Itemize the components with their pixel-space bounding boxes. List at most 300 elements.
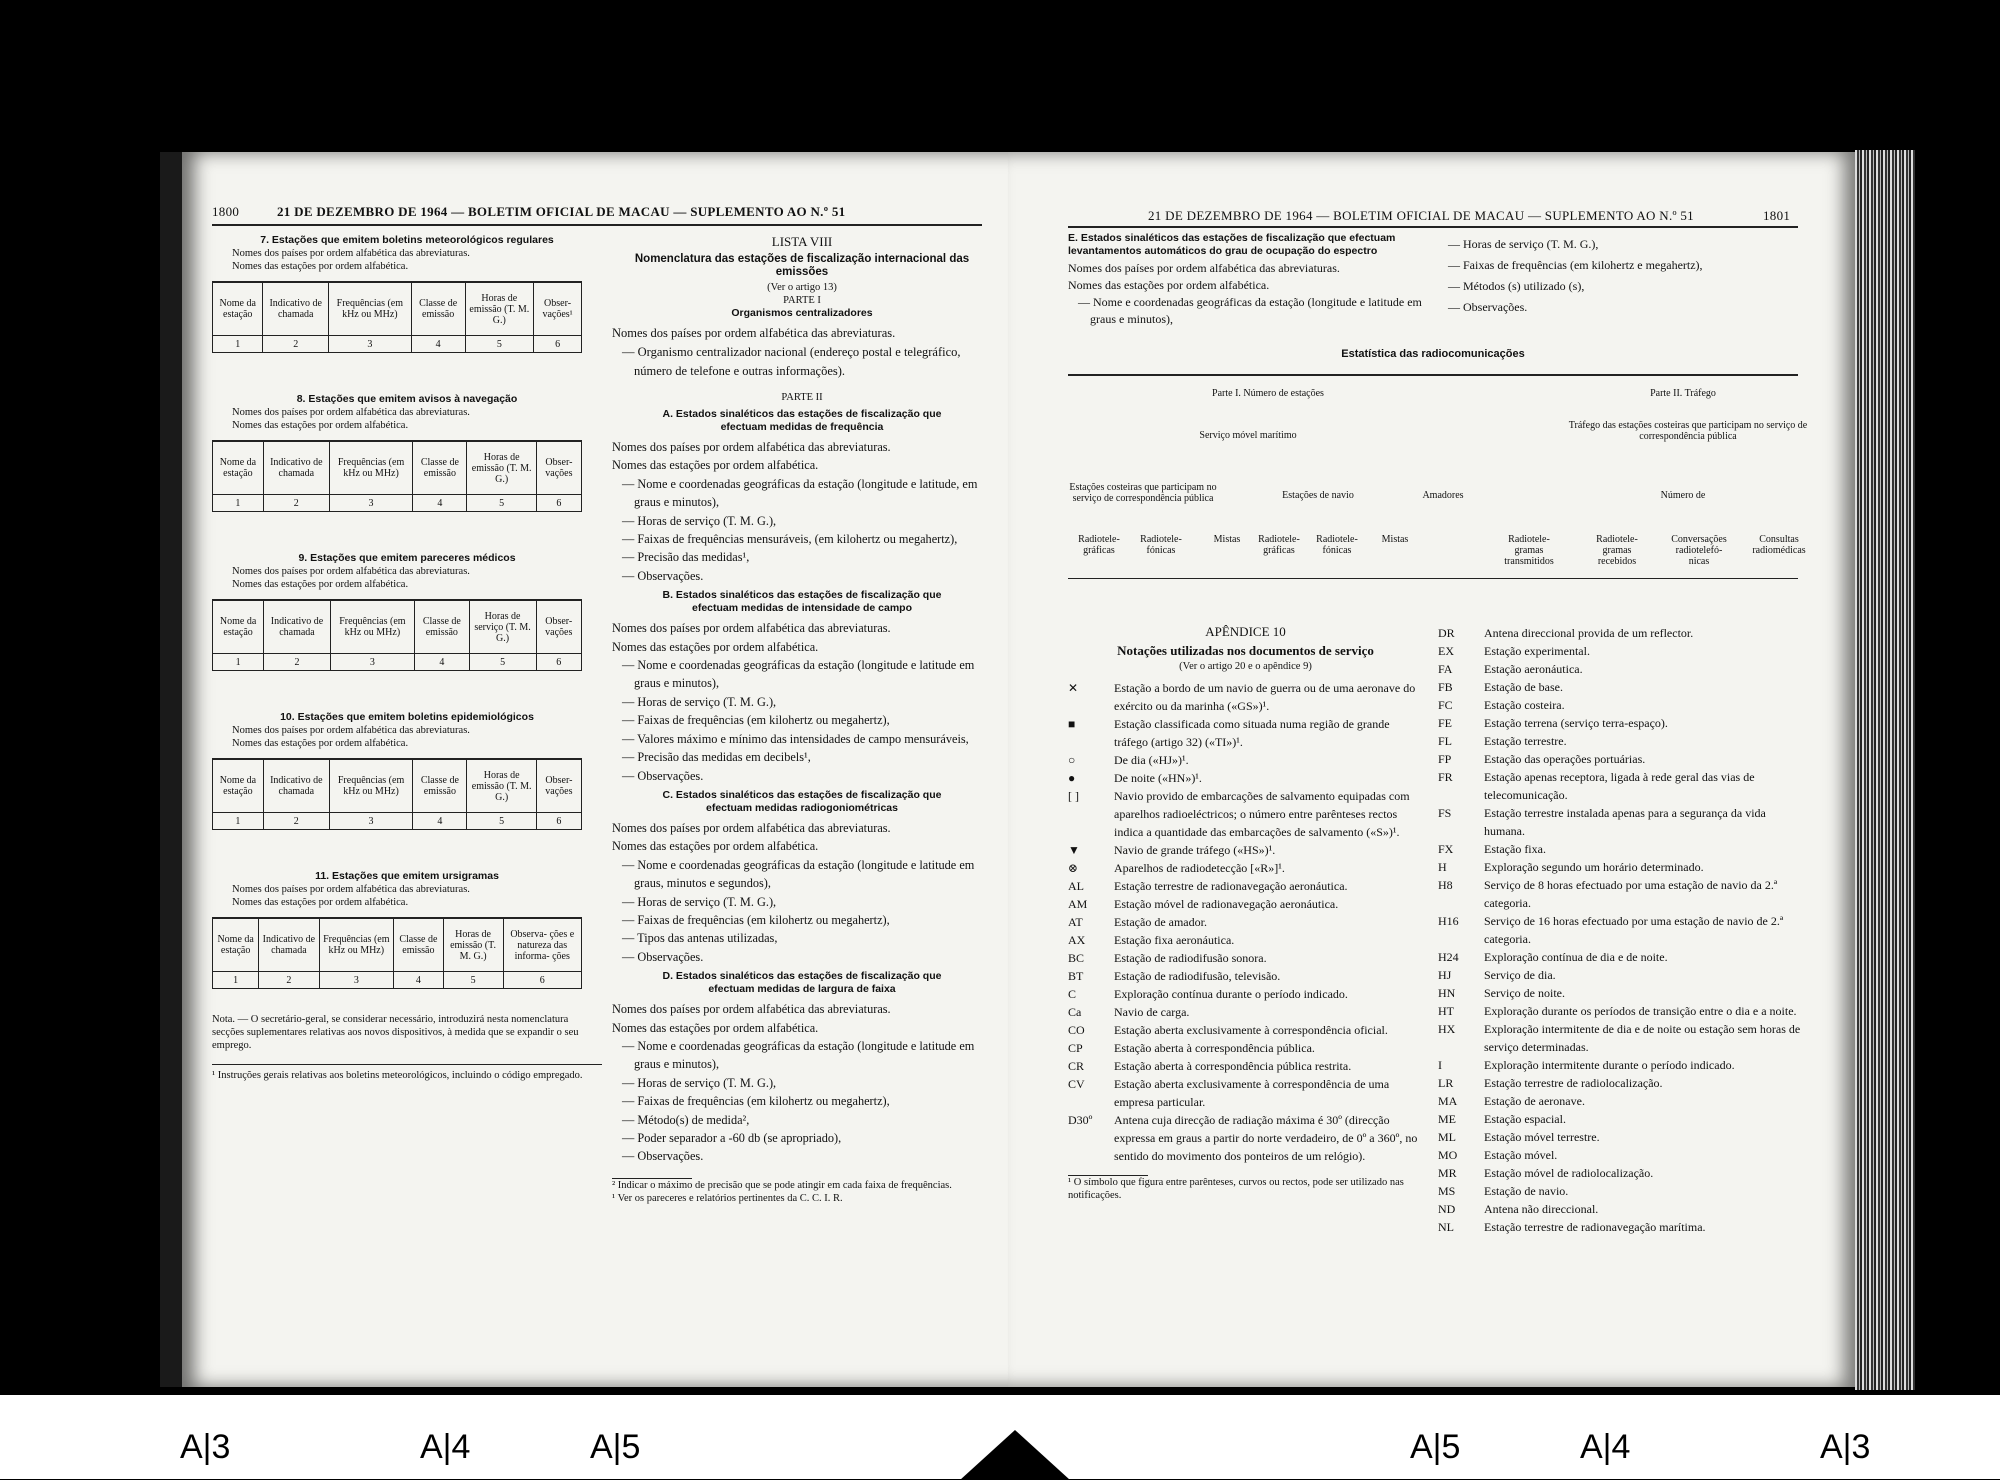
notation-text: Estação aberta exclusivamente à correspondência de uma empresa particular. [1114, 1077, 1390, 1109]
notation-text: Estação aberta à correspondência pública restrita. [1114, 1059, 1352, 1073]
lista-ref: (Ver o artigo 13) [767, 282, 837, 293]
table-header-cell: Obser- vações¹ [534, 282, 582, 336]
notation-text: Estação apenas receptora, ligada à rede geral das vias de telecomunicação. [1484, 770, 1755, 802]
notation-text: Navio de carga. [1114, 1005, 1190, 1019]
table-header-cell: Frequências (em kHz ou MHz) [330, 600, 414, 654]
notation-text: De noite («HN»)¹. [1114, 771, 1202, 785]
block-line: — Nome e coordenadas geográficas da estação (longitude e latitude, em graus e minutos), [622, 476, 978, 510]
notation-row [1438, 966, 1808, 984]
table-header-cell: Indicativo de chamada [263, 282, 329, 336]
notation-text: Serviço de 8 horas efectuado por uma estação de navio da 2.ª categoria. [1484, 878, 1778, 910]
notation-code: ME [1438, 1112, 1456, 1126]
block-line: — Precisão das medidas¹, [622, 550, 750, 565]
notation-code: FS [1438, 806, 1452, 820]
notation-code: DR [1438, 626, 1455, 640]
notation-code: ▼ [1068, 843, 1080, 857]
notation-text: Estação aberta exclusivamente à correspondência oficial. [1114, 1023, 1388, 1037]
frame-marker: A|3 [180, 1428, 231, 1466]
table-number-cell: 1 [213, 813, 264, 830]
lista-footnote: ¹ Ver os pareceres e relatórios pertinentes da C. C. I. R. [612, 1192, 843, 1204]
block-line: — Tipos das antenas utilizadas, [622, 931, 778, 946]
section-line: Nomes dos países por ordem alfabética das abreviaturas. [232, 248, 470, 259]
notation-text: Exploração segundo um horário determinado. [1484, 860, 1704, 874]
stat-movel: Serviço móvel marítimo [1199, 430, 1297, 441]
notation-text: Exploração intermitente durante o período indicado. [1484, 1058, 1735, 1072]
notation-code: Ca [1068, 1005, 1082, 1019]
notation-code: FX [1438, 842, 1454, 856]
section-line: Nomes das estações por ordem alfabética. [232, 420, 409, 431]
table-number-cell: 4 [413, 813, 467, 830]
e-line: Nomes dos países por ordem alfabética das abreviaturas. [1068, 261, 1340, 275]
block-line: Nomes dos países por ordem alfabética das abreviaturas. [612, 440, 891, 454]
notation-row [1068, 1021, 1423, 1039]
section-e-right-lines [1448, 234, 1798, 318]
table-header-cell: Frequências (em kHz ou MHz) [329, 441, 412, 495]
notation-text: Estação móvel terrestre. [1484, 1130, 1600, 1144]
section-title: 9. Estações que emitem pareceres médicos [298, 552, 516, 564]
apendice-block [1068, 622, 1423, 1202]
notation-row [1438, 1092, 1808, 1110]
notation-text: Estação terrena (serviço terra-espaço). [1484, 716, 1668, 730]
page-number-left: 1800 [212, 204, 240, 219]
notation-text: Estação aberta à correspondência pública. [1114, 1041, 1315, 1055]
notation-text: Estação fixa aeronáutica. [1114, 933, 1235, 947]
section-line: Nomes dos países por ordem alfabética das abreviaturas. [232, 884, 470, 895]
e-line: — Nome e coordenadas geográficas da estação (longitude e latitude em graus e minutos), [1078, 295, 1422, 326]
apendice-title: Notações utilizadas nos documentos de serviço [1117, 643, 1374, 658]
apendice-label: APÊNDICE 10 [1205, 624, 1286, 639]
section-title: 8. Estações que emitem avisos à navegação [296, 393, 518, 405]
notation-text: Estação costeira. [1484, 698, 1565, 712]
notation-code: NL [1438, 1220, 1454, 1234]
right-page [1008, 152, 1858, 1387]
table-number-cell: 5 [443, 972, 503, 989]
notation-text: Antena direccional provida de um reflector. [1484, 626, 1694, 640]
notation-row [1438, 1056, 1808, 1074]
block-line: — Poder separador a -60 db (se apropriado), [622, 1131, 842, 1145]
table-header-cell: Classe de emissão [411, 282, 465, 336]
stat-title: Estatística das radiocomunicações [1341, 348, 1525, 360]
notation-text: Estação de navio. [1484, 1184, 1569, 1198]
block-line: — Observações. [622, 1149, 704, 1164]
table-number-cell: 2 [263, 336, 329, 353]
block-line: Nomes das estações por ordem alfabética. [612, 1020, 819, 1035]
section-line: Nomes dos países por ordem alfabética das abreviaturas. [232, 566, 470, 577]
stat-column-header: Conversações radiotelefó- nicas [1671, 534, 1727, 567]
header-rule-right [1068, 226, 1798, 228]
table-header-cell: Nome da estação [213, 918, 259, 972]
table-number-row [213, 495, 582, 512]
stat-block [1068, 348, 1798, 361]
stat-trafego: Tráfego das estações costeiras que participam no serviço de correspondência pública [1568, 420, 1808, 442]
table-number-cell: 3 [328, 336, 411, 353]
station-table [212, 440, 582, 512]
section-title: 11. Estações que emitem ursigramas [315, 870, 499, 882]
block-line: — Faixas de frequências (em kilohertz ou megahertz), [622, 1094, 890, 1109]
notation-code: MR [1438, 1166, 1457, 1180]
lista-title: LISTA VIII [771, 234, 833, 249]
notation-row [1068, 949, 1423, 967]
header-title-right: 21 DE DEZEMBRO DE 1964 — BOLETIM OFICIAL DE MACAU — SUPLEMENTO AO N.º 51 [1148, 208, 1694, 223]
notation-code: ○ [1068, 753, 1076, 767]
notation-row [1068, 985, 1423, 1003]
frame-marker: A|5 [1410, 1428, 1461, 1466]
notation-code: ✕ [1068, 681, 1079, 695]
notation-code: BT [1068, 969, 1084, 983]
stat-column-header: Radiotele- gráficas [1258, 534, 1300, 556]
notation-row [1438, 1164, 1808, 1182]
e-line: — Observações. [1448, 300, 1528, 314]
notation-code: ● [1068, 771, 1076, 785]
stat-column-header: Mistas [1213, 534, 1241, 545]
notation-row [1068, 859, 1423, 877]
header-title-left: 21 DE DEZEMBRO DE 1964 — BOLETIM OFICIAL DE MACAU — SUPLEMENTO AO N.º 51 [277, 204, 846, 219]
table-header-cell: Obser- vações [536, 759, 581, 813]
notation-text: Serviço de 16 horas efectuado por uma estação de navio de 2.ª categoria. [1484, 914, 1784, 946]
table-header-cell: Nome da estação [213, 282, 263, 336]
station-table [212, 917, 582, 989]
notation-text: Aparelhos de radiodetecção [«R»]¹. [1114, 861, 1285, 875]
station-table [212, 281, 582, 353]
notation-row [1438, 624, 1808, 642]
table-number-cell: 6 [534, 336, 582, 353]
frame-marker: A|4 [1580, 1428, 1631, 1466]
table-header-cell: Classe de emissão [413, 759, 467, 813]
table-number-cell: 1 [213, 495, 264, 512]
table-header-cell: Horas de emissão (T. M. G.) [467, 441, 536, 495]
block-line: — Faixas de frequências (em kilohertz ou megahertz), [622, 713, 890, 728]
notation-text: Exploração durante os períodos de transição entre o dia e a noite. [1484, 1004, 1797, 1018]
notation-row [1068, 877, 1423, 895]
notation-row [1438, 984, 1808, 1002]
notation-text: Estação móvel. [1484, 1148, 1558, 1162]
stat-parte2: Parte II. Tráfego [1650, 388, 1716, 399]
notation-row [1438, 804, 1808, 840]
block-line: — Observações. [622, 568, 704, 583]
notation-code: FA [1438, 662, 1453, 676]
table-header-row [213, 759, 582, 813]
notation-text: Estação de radiodifusão sonora. [1114, 951, 1267, 965]
table-header-cell: Indicativo de chamada [264, 600, 331, 654]
frame-marker: A|4 [420, 1428, 471, 1466]
apendice-ref: (Ver o artigo 20 e o apêndice 9) [1179, 661, 1312, 672]
notation-text: Antena cuja direcção de radiação máxima é 30º (direcção expressa em graus a partir do norte verdadeiro, de 0º a 360º, no sentido do movimento dos ponteiros de um relógio). [1114, 1113, 1418, 1163]
table-number-cell: 2 [264, 654, 331, 671]
section-line: Nomes dos países por ordem alfabética das abreviaturas. [232, 407, 470, 418]
notation-row [1068, 787, 1423, 841]
notation-row [1068, 1075, 1423, 1111]
notation-row [1068, 679, 1423, 715]
notation-row [1438, 876, 1808, 912]
notation-text: Estação terrestre de radionavegação marítima. [1484, 1220, 1706, 1234]
notation-text: Estação terrestre instalada apenas para a segurança da vida humana. [1484, 806, 1766, 838]
notation-code: MS [1438, 1184, 1456, 1198]
stat-column-header: Consultas radiomédicas [1752, 534, 1806, 556]
block-title: B. Estados sinaléticos das estações de fiscalização que efectuam medidas de intensidade de campo [662, 589, 942, 615]
table-number-cell: 1 [213, 336, 263, 353]
table-number-cell: 5 [465, 336, 534, 353]
table-number-cell: 5 [469, 654, 536, 671]
section-line: Nomes das estações por ordem alfabética. [232, 897, 409, 908]
notation-code: MO [1438, 1148, 1458, 1162]
table-number-cell: 6 [503, 972, 582, 989]
e-line: — Faixas de frequências (em kilohertz e megahertz), [1448, 258, 1703, 272]
stat-parte1: Parte I. Número de estações [1212, 388, 1324, 399]
notation-code: AT [1068, 915, 1083, 929]
notation-row [1068, 931, 1423, 949]
table-header-cell: Observa- ções e natureza das informa- ções [503, 918, 582, 972]
block-line: — Nome e coordenadas geográficas da estação (longitude e latitude em graus e minutos), [622, 658, 975, 691]
notation-code: LR [1438, 1076, 1454, 1090]
stat-columns [1068, 534, 1808, 574]
station-table [212, 599, 582, 671]
notation-code: ND [1438, 1202, 1456, 1216]
notation-text: Exploração intermitente de dia e de noite ou estação sem horas de serviço determinadas. [1484, 1022, 1801, 1054]
notation-text: Navio de grande tráfego («HS»)¹. [1114, 843, 1276, 857]
notation-code: H24 [1438, 950, 1459, 964]
notation-text: Estação terrestre de radiolocalização. [1484, 1076, 1663, 1090]
e-line: Nomes das estações por ordem alfabética. [1068, 278, 1270, 292]
section-title: 10. Estações que emitem boletins epidemiológicos [280, 711, 534, 723]
parte1-line: Nomes dos países por ordem alfabética das abreviaturas. [612, 326, 896, 340]
table-number-cell: 1 [213, 654, 264, 671]
notation-text: Estação aeronáutica. [1484, 662, 1583, 676]
notation-row [1438, 696, 1808, 714]
notation-row [1438, 750, 1808, 768]
table-header-cell: Frequências (em kHz ou MHz) [319, 918, 394, 972]
notation-row [1068, 913, 1423, 931]
section-title: 7. Estações que emitem boletins meteorológicos regulares [260, 234, 554, 246]
left-page [160, 152, 1017, 1387]
table-header-cell: Indicativo de chamada [263, 441, 329, 495]
stat-column-header: Radiotele- fónicas [1316, 534, 1358, 556]
notation-code: ML [1438, 1130, 1456, 1144]
section-e [1068, 230, 1428, 328]
frame-marker: A|3 [1820, 1428, 1871, 1466]
notation-row [1068, 967, 1423, 985]
table-header-cell: Horas de emissão (T. M. G.) [467, 759, 536, 813]
block-line: — Horas de serviço (T. M. G.), [622, 1075, 777, 1090]
table-number-cell: 3 [319, 972, 394, 989]
notation-row [1438, 1020, 1808, 1056]
stat-navio: Estações de navio [1282, 490, 1354, 501]
table-number-cell: 4 [413, 495, 467, 512]
table-number-cell: 5 [467, 813, 536, 830]
notation-code: [ ] [1068, 789, 1079, 803]
stat-column-header: Mistas [1381, 534, 1409, 545]
parte1-line: — Organismo centralizador nacional (endereço postal e telegráfico, número de telefone e outras informações). [622, 345, 961, 378]
table-number-cell: 4 [415, 654, 470, 671]
block-line: — Nome e coordenadas geográficas da estação (longitude e latitude em graus e minutos), [622, 1038, 975, 1072]
stat-amadores: Amadores [1422, 490, 1464, 501]
notation-row [1438, 1110, 1808, 1128]
block-line: — Observações. [622, 949, 704, 964]
block-line: — Nome e coordenadas geográficas da estação (longitude e latitude em graus, minutos e segundos), [622, 857, 975, 891]
stat-costeiras: Estações costeiras que participam no serviço de correspondência pública [1069, 482, 1217, 504]
notation-code: CP [1068, 1041, 1083, 1055]
notation-row [1068, 1057, 1423, 1075]
table-header-cell: Nome da estação [213, 759, 264, 813]
notation-row [1068, 1111, 1423, 1165]
notation-code: ■ [1068, 717, 1076, 731]
notation-code: AL [1068, 879, 1084, 893]
notation-row [1438, 660, 1808, 678]
section-line: Nomes das estações por ordem alfabética. [232, 579, 409, 590]
notation-code: CV [1068, 1077, 1085, 1091]
notation-row [1068, 751, 1423, 769]
e-line: — Métodos (s) utilizado (s), [1448, 279, 1585, 293]
table-number-row [213, 336, 582, 353]
block-line: Nomes das estações por ordem alfabética. [612, 839, 819, 854]
notation-code: HX [1438, 1022, 1456, 1036]
notation-row [1438, 1218, 1808, 1236]
table-header-cell: Indicativo de chamada [263, 759, 329, 813]
page-number-right: 1801 [1763, 208, 1791, 223]
notation-text: Estação móvel de radionavegação aeronáutica. [1114, 897, 1339, 911]
section-line: Nomes das estações por ordem alfabética. [232, 738, 409, 749]
notation-code: CR [1068, 1059, 1085, 1073]
table-header-row [213, 441, 582, 495]
notation-row [1438, 912, 1808, 948]
notation-row [1068, 895, 1423, 913]
notation-row [1068, 715, 1423, 751]
table-header-cell: Obser- vações [536, 600, 581, 654]
nota: Nota. — O secretário-geral, se considerar necessário, introduzirá nesta nomenclatura secções suplementares relativas aos novos dispositivos, à medida que se expandir o seu emprego. [212, 1014, 579, 1051]
table-header-cell: Classe de emissão [413, 441, 467, 495]
spine-marker [960, 1430, 1070, 1480]
notation-row [1438, 1002, 1808, 1020]
notation-code: H [1438, 860, 1447, 874]
notation-text: Estação a bordo de um navio de guerra ou de uma aeronave do exército ou da marinha («GS»)¹. [1114, 681, 1416, 713]
notation-row [1068, 769, 1423, 787]
notation-text: Estação de aeronave. [1484, 1094, 1585, 1108]
parte1-label: PARTE I [783, 295, 821, 306]
frame-marker: A|5 [590, 1428, 641, 1466]
block-line: — Método(s) de medida², [622, 1112, 750, 1127]
notation-text: Serviço de noite. [1484, 986, 1565, 1000]
notation-row [1438, 714, 1808, 732]
notation-text: Exploração contínua durante o período indicado. [1114, 987, 1348, 1001]
parte1-title: Organismos centralizadores [731, 307, 873, 319]
block-line: Nomes dos países por ordem alfabética das abreviaturas. [612, 820, 891, 835]
table-number-cell: 3 [330, 654, 414, 671]
notation-code: C [1068, 987, 1077, 1001]
table-header-cell: Frequências (em kHz ou MHz) [329, 759, 412, 813]
block-line: — Faixas de frequências mensuráveis, (em kilohertz ou megahertz), [622, 532, 958, 547]
table-number-row [213, 654, 582, 671]
block-line: — Precisão das medidas em decibels¹, [622, 750, 811, 765]
lista-subtitle: Nomenclatura das estações de fiscalização internacional das emissões [634, 253, 970, 278]
notation-row [1438, 1200, 1808, 1218]
notations-right [1438, 624, 1808, 1236]
block-title: D. Estados sinaléticos das estações de fiscalização que efectuam medidas de largura de faixa [662, 970, 942, 996]
table-header-row [213, 918, 582, 972]
table-header-cell: Horas de serviço (T. M. G.) [469, 600, 536, 654]
table-number-cell: 6 [536, 813, 581, 830]
footnote-right: ¹ O símbolo que figura entre parênteses, curvos ou rectos, pode ser utilizado nas notificações. [1068, 1177, 1404, 1201]
notation-row [1438, 948, 1808, 966]
notation-code: I [1438, 1058, 1442, 1072]
e-line: — Horas de serviço (T. M. G.), [1448, 237, 1599, 251]
notation-text: Estação das operações portuárias. [1484, 752, 1646, 766]
stat-numero: Número de [1660, 490, 1706, 501]
notation-code: AM [1068, 897, 1088, 911]
notations-left [1068, 679, 1423, 1165]
table-header-cell: Horas de emissão (T. M. G.) [465, 282, 534, 336]
notation-code: AX [1068, 933, 1086, 947]
table-number-cell: 2 [263, 813, 329, 830]
section-line: Nomes das estações por ordem alfabética. [232, 261, 409, 272]
section-e-left-lines [1068, 260, 1428, 328]
table-number-row [213, 813, 582, 830]
header-rule [212, 224, 982, 226]
notation-code: MA [1438, 1094, 1458, 1108]
table-number-cell: 2 [263, 495, 329, 512]
notation-code: HJ [1438, 968, 1452, 982]
table-header-cell: Frequências (em kHz ou MHz) [328, 282, 411, 336]
notation-row [1438, 768, 1808, 804]
notation-text: Estação fixa. [1484, 842, 1546, 856]
table-header-cell: Obser- vações [536, 441, 581, 495]
notation-text: Estação classificada como situada numa região de grande tráfego (artigo 32) («TI»)¹. [1114, 717, 1390, 749]
stat-column-header: Radiotele- gramas transmitidos [1504, 534, 1554, 567]
notation-row [1438, 858, 1808, 876]
table-header-cell: Classe de emissão [394, 918, 444, 972]
notation-row [1068, 1039, 1423, 1057]
block-line: — Valores máximo e mínimo das intensidades de campo mensuráveis, [622, 731, 969, 746]
table-number-cell: 3 [329, 813, 412, 830]
section-e-title: E. Estados sinaléticos das estações de fiscalização que efectuam levantamentos automáticos do grau de ocupação do espectro [1068, 232, 1396, 257]
notation-code: HT [1438, 1004, 1454, 1018]
block-line: Nomes das estações por ordem alfabética. [612, 458, 819, 473]
notation-code: CO [1068, 1023, 1085, 1037]
notation-text: Estação de amador. [1114, 915, 1207, 929]
notation-code: FP [1438, 752, 1452, 766]
table-header-row [213, 282, 582, 336]
block-title: A. Estados sinaléticos das estações de fiscalização que efectuam medidas de frequência [662, 408, 942, 433]
notation-code: EX [1438, 644, 1454, 658]
notation-code: FR [1438, 770, 1453, 784]
table-number-cell: 6 [536, 495, 581, 512]
notation-row [1438, 1146, 1808, 1164]
block-line: Nomes dos países por ordem alfabética das abreviaturas. [612, 621, 891, 636]
table-header-row [213, 600, 582, 654]
page-edges [1855, 150, 1915, 1390]
table-number-cell: 3 [329, 495, 412, 512]
stat-rule-bottom [1068, 578, 1798, 579]
table-number-row [213, 972, 582, 989]
notation-code: FB [1438, 680, 1453, 694]
notation-row [1068, 841, 1423, 859]
notation-code: BC [1068, 951, 1085, 965]
table-header-cell: Classe de emissão [415, 600, 470, 654]
footnote-left: ¹ Instruções gerais relativas aos boletins meteorológicos, incluindo o código empregado. [212, 1064, 602, 1082]
notation-code: FL [1438, 734, 1453, 748]
notation-code: H8 [1438, 878, 1453, 892]
stat-column-header: Radiotele- gráficas [1078, 534, 1120, 556]
notation-code: H16 [1438, 914, 1459, 928]
notation-row [1438, 678, 1808, 696]
notation-text: Serviço de dia. [1484, 968, 1556, 982]
table-number-cell: 6 [536, 654, 581, 671]
notation-text: Estação espacial. [1484, 1112, 1566, 1126]
block-line: Nomes das estações por ordem alfabética. [612, 639, 819, 654]
table-number-cell: 4 [411, 336, 465, 353]
table-number-cell: 1 [213, 972, 259, 989]
notation-text: Exploração contínua de dia e de noite. [1484, 950, 1668, 964]
notation-text: Estação terrestre de radionavegação aeronáutica. [1114, 879, 1348, 893]
notation-code: HN [1438, 986, 1456, 1000]
